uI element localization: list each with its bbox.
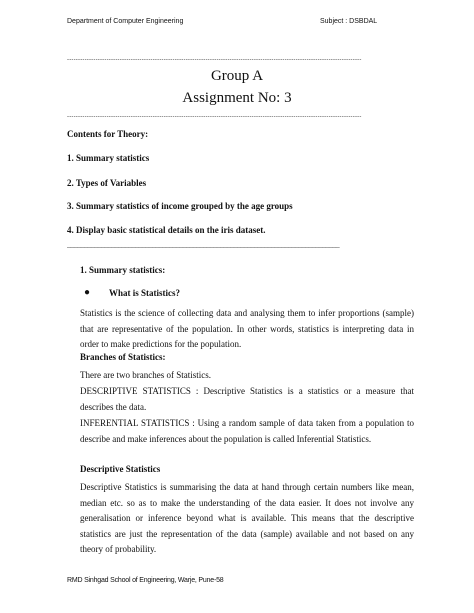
dashed-divider-top: -------------------------------------------------------------------------------------------------------------------------------------- <box>67 57 362 63</box>
descriptive-statistics-heading: Descriptive Statistics <box>80 464 161 474</box>
branches-heading: Branches of Statistics: <box>80 352 166 362</box>
descriptive-statistics-paragraph: DESCRIPTIVE STATISTICS : Descriptive Statistics is a statistics or a measure that describes the data. <box>80 386 414 412</box>
contents-item: 1. Summary statistics <box>67 153 150 163</box>
header-department: Department of Computer Engineering <box>67 18 184 25</box>
dashed-divider-middle: -------------------------------------------------------------------------------------------------------------------------------------- <box>67 114 362 120</box>
assignment-title: Assignment No: 3 <box>182 90 292 106</box>
contents-heading: Contents for Theory: <box>67 129 149 139</box>
descriptive-statistics-detail-paragraph: Descriptive Statistics is summarising the data at hand through certain numbers like mean, median etc. so as to make the understanding of the data easier. It does not involve any generalisation or inference beyond what is available. This means that the descriptive statistics are just the representation of the data (sample) available and not based on any theory of probability. <box>80 482 414 554</box>
contents-item: 2. Types of Variables <box>67 178 147 188</box>
bullet-icon: ● <box>84 287 91 298</box>
footer-institution: RMD Sinhgad School of Engineering, Warje, Pune-58 <box>67 577 224 584</box>
section-heading: 1. Summary statistics: <box>80 265 166 275</box>
group-title: Group A <box>210 68 264 84</box>
inferential-statistics-paragraph: INFERENTIAL STATISTICS : Using a random sample of data taken from a population to describe and make inferences about the population is called Inferential Statistics. <box>80 418 414 444</box>
contents-item: 3. Summary statistics of income grouped by the age groups <box>67 201 293 211</box>
statistics-definition-paragraph: Statistics is the science of collecting data and analysing them to infer proportions (sample) that are representative of the population. In other words, statistics is interpreting data in order to make predictions for the population. <box>80 308 414 349</box>
bullet-text: What is Statistics? <box>109 288 181 298</box>
branches-intro-paragraph: There are two branches of Statistics. <box>80 370 211 380</box>
contents-item: 4. Display basic statistical details on the iris dataset. <box>67 225 266 235</box>
header-subject: Subject : DSBDAL <box>320 18 378 25</box>
underline-divider: ________________________________________________________________________________ <box>67 241 340 249</box>
